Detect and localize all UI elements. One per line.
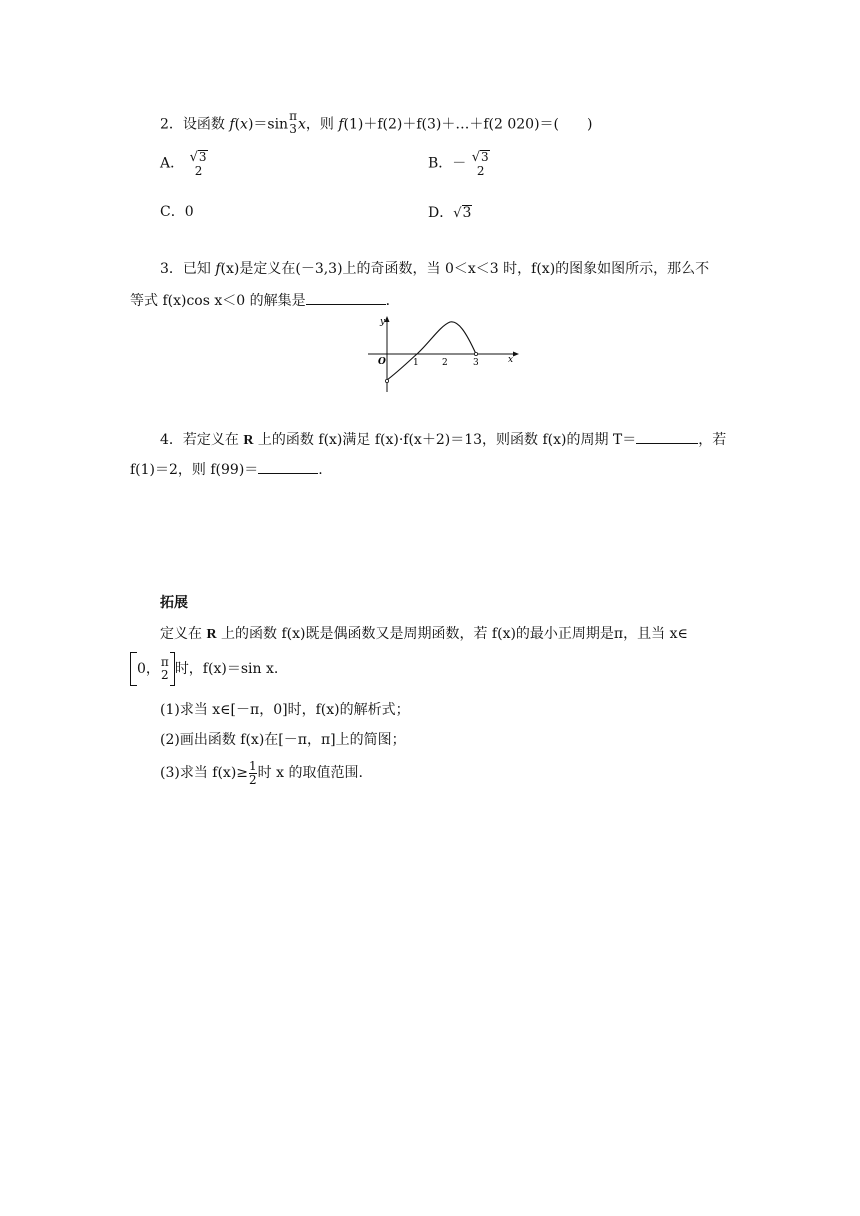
q2-opt-b-label: B．－ bbox=[428, 155, 467, 172]
q2-text: 设函数 bbox=[182, 116, 230, 133]
q2-frac-num: π bbox=[289, 109, 297, 123]
q3-line2-end: ． bbox=[385, 293, 400, 309]
q2-opt-a-den: 2 bbox=[194, 163, 203, 178]
q2-option-a bbox=[160, 150, 209, 177]
q4-text-end: ，若 bbox=[698, 432, 727, 448]
ext-text-b: 上的函数 f(x)既是偶函数又是周期函数，若 f(x)的最小正周期是π，且当 x∈ bbox=[216, 626, 688, 642]
ext-p3-text-a: (3)求当 f(x)≥ bbox=[160, 765, 249, 782]
q3-graph bbox=[360, 312, 530, 394]
q2-opt-a-label: A． bbox=[160, 155, 185, 172]
q2-opt-c-label: C． bbox=[160, 204, 185, 220]
interval-left-bracket bbox=[130, 652, 137, 686]
tick-label-3: 3 bbox=[473, 358, 479, 368]
q4-text-b: 上的函数 f(x)满足 f(x)·f(x＋2)＝13，则函数 f(x)的周期 T＝ bbox=[253, 432, 637, 448]
q3-line2 bbox=[130, 292, 400, 308]
q2-option-c bbox=[160, 205, 194, 219]
q4-value-blank[interactable] bbox=[258, 461, 318, 474]
interval-zero: 0， bbox=[137, 661, 160, 677]
q3-text-b: (x)是定义在(－3,3)上的奇函数，当 0＜x＜3 时，f(x)的图象如图所示，那么不 bbox=[220, 261, 710, 277]
y-axis-arrow bbox=[385, 316, 390, 322]
ext-p3-num: 1 bbox=[249, 759, 257, 773]
ext-text-a: 定义在 bbox=[160, 626, 207, 642]
q3-answer-blank[interactable] bbox=[306, 292, 386, 305]
q4-line2 bbox=[130, 461, 323, 477]
ext-line2 bbox=[130, 652, 278, 686]
interval-frac-num: π bbox=[160, 655, 169, 670]
interval-frac bbox=[161, 656, 169, 681]
q2-x: x bbox=[240, 116, 248, 133]
q2-opt-b-den: 2 bbox=[476, 163, 485, 178]
q3-text-a: 3．已知 bbox=[160, 261, 216, 277]
ext-part3 bbox=[160, 760, 363, 786]
open-endpoint-3 bbox=[474, 352, 477, 355]
tick-label-1: 1 bbox=[413, 358, 419, 368]
q4-line2-end: . bbox=[318, 462, 323, 478]
ext-part2: (2)画出函数 f(x)在[－π，π]上的简图； bbox=[160, 732, 406, 748]
ext-part1: (1)求当 x∈[－π，0]时，f(x)的解析式； bbox=[160, 702, 410, 718]
origin-label: O bbox=[378, 357, 386, 367]
q2-option-b bbox=[428, 150, 491, 177]
q2-number: 2． bbox=[160, 116, 183, 133]
ext-p3-frac bbox=[249, 760, 257, 786]
x-axis-arrow bbox=[513, 352, 519, 357]
q4-R: R bbox=[243, 433, 254, 448]
q2-frac-den: 3 bbox=[289, 121, 297, 136]
q4-line1 bbox=[160, 431, 726, 448]
q2-fraction bbox=[289, 110, 297, 135]
q4-text-a: 4．若定义在 bbox=[160, 432, 244, 448]
q3-line1 bbox=[160, 262, 709, 276]
q2-eq: )＝sin bbox=[247, 116, 289, 133]
ext-p3-den: 2 bbox=[249, 772, 257, 787]
q2-option-d: D．√3 bbox=[428, 205, 472, 221]
tick-label-2: 2 bbox=[442, 358, 448, 368]
ext-line1 bbox=[160, 627, 688, 642]
ext-p3-text-b: 时 x 的取值范围. bbox=[257, 765, 363, 782]
q2-opt-c-val: 0 bbox=[184, 204, 194, 220]
q4-period-blank[interactable] bbox=[636, 431, 698, 444]
q2-opt-d-val: 3 bbox=[462, 205, 472, 221]
q2-stem: 2．设函数 f(x)＝sin π 3 x，则 f(1)＋f(2)＋f(3)＋…＋f(2 020)＝( ) bbox=[160, 109, 593, 136]
q3-line2-text: 等式 f(x)cos x＜0 的解集是 bbox=[130, 293, 306, 309]
x-axis-label: x bbox=[508, 355, 514, 365]
q2-opt-b-frac: √3 2 bbox=[471, 150, 489, 178]
q2-opt-a-frac: √3 2 bbox=[189, 150, 207, 178]
function-curve bbox=[387, 322, 476, 380]
ext-title: 拓展 bbox=[160, 596, 188, 611]
ext-line2-tail: 时，f(x)＝sin x. bbox=[174, 661, 279, 677]
y-axis-label: y bbox=[380, 317, 386, 327]
q2-opt-b-num: 3 bbox=[481, 150, 489, 164]
ext-R: R bbox=[206, 627, 217, 642]
q2-text-b: ，则 bbox=[305, 116, 339, 133]
interval-frac-den: 2 bbox=[161, 668, 169, 682]
q2-opt-d-label: D． bbox=[428, 205, 454, 221]
q2-f2: f bbox=[338, 116, 344, 133]
q3-f: f bbox=[215, 261, 221, 277]
open-endpoint-origin bbox=[385, 379, 388, 382]
q2-opt-a-num: 3 bbox=[198, 150, 207, 164]
q4-line2-text: f(1)＝2，则 f(99)＝ bbox=[130, 462, 259, 478]
q2-sum: (1)＋f(2)＋f(3)＋…＋f(2 020)＝( ) bbox=[343, 116, 593, 133]
q2-x2: x bbox=[297, 116, 306, 133]
q2-f: f bbox=[229, 116, 235, 133]
